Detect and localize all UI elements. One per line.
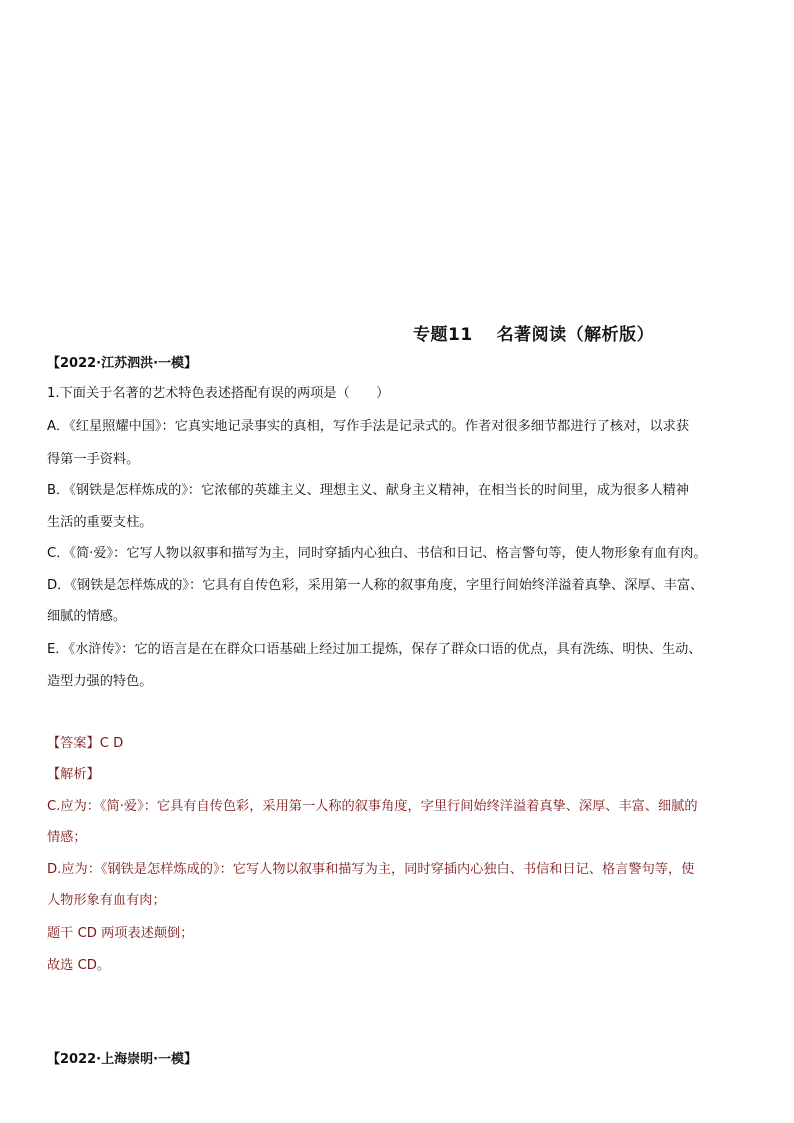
- question-source-tag: 【2022·江苏泗洪·一模】: [47, 356, 198, 371]
- analysis-label: 【解析】: [47, 767, 100, 782]
- analysis-line-4: 人物形象有血有肉；: [47, 893, 166, 908]
- option-c-line-1: C．《简·爱》：它写人物以叙事和描写为主，同时穿插内心独白、书信和日记、格言警句等，使人物形象有血有肉。: [47, 546, 707, 561]
- analysis-line-1: C.应为：《简·爱》：它具有自传色彩，采用第一人称的叙事角度，字里行间始终洋溢着真挚、深厚、丰富、细腻的: [47, 799, 698, 814]
- analysis-line-6: 故选 CD。: [47, 958, 111, 973]
- answer-row: [47, 735, 123, 753]
- option-e-line-2: 造型力强的特色。: [47, 674, 153, 689]
- option-a-line-1: A．《红星照耀中国》：它真实地记录事实的真相，写作手法是记录式的。作者对很多细节都进行了核对，以求获: [47, 419, 690, 434]
- answer-label: 【答案】: [47, 736, 100, 751]
- analysis-line-5: 题干 CD 两项表述颠倒；: [47, 926, 194, 941]
- answer-value: C D: [99, 736, 124, 751]
- page-title: 专题11 名著阅读（解析版）: [413, 325, 655, 345]
- analysis-line-2: 情感；: [47, 830, 87, 845]
- option-d-line-1: D．《钢铁是怎样炼成的》：它具有自传色彩，采用第一人称的叙事角度，字里行间始终洋溢着真挚、深厚、丰富、: [47, 578, 704, 593]
- question-stem: 1.下面关于名著的艺术特色表述搭配有误的两项是（ ）: [47, 386, 390, 401]
- option-d-line-2: 细腻的情感。: [47, 609, 127, 624]
- question-source-tag-2: 【2022·上海崇明·一模】: [47, 1052, 198, 1067]
- option-e-line-1: E．《水浒传》：它的语言是在在群众口语基础上经过加工提炼，保存了群众口语的优点，具有洗练、明快、生动、: [47, 642, 702, 657]
- option-a-line-2: 得第一手资料。: [47, 452, 140, 467]
- analysis-line-3: D.应为：《钢铁是怎样炼成的》：它写人物以叙事和描写为主，同时穿插内心独白、书信和日记、格言警句等，使: [47, 862, 695, 877]
- option-b-line-1: B．《钢铁是怎样炼成的》：它浓郁的英雄主义、理想主义、献身主义精神，在相当长的时间里，成为很多人精神: [47, 483, 690, 498]
- option-b-line-2: 生活的重要支柱。: [47, 515, 153, 530]
